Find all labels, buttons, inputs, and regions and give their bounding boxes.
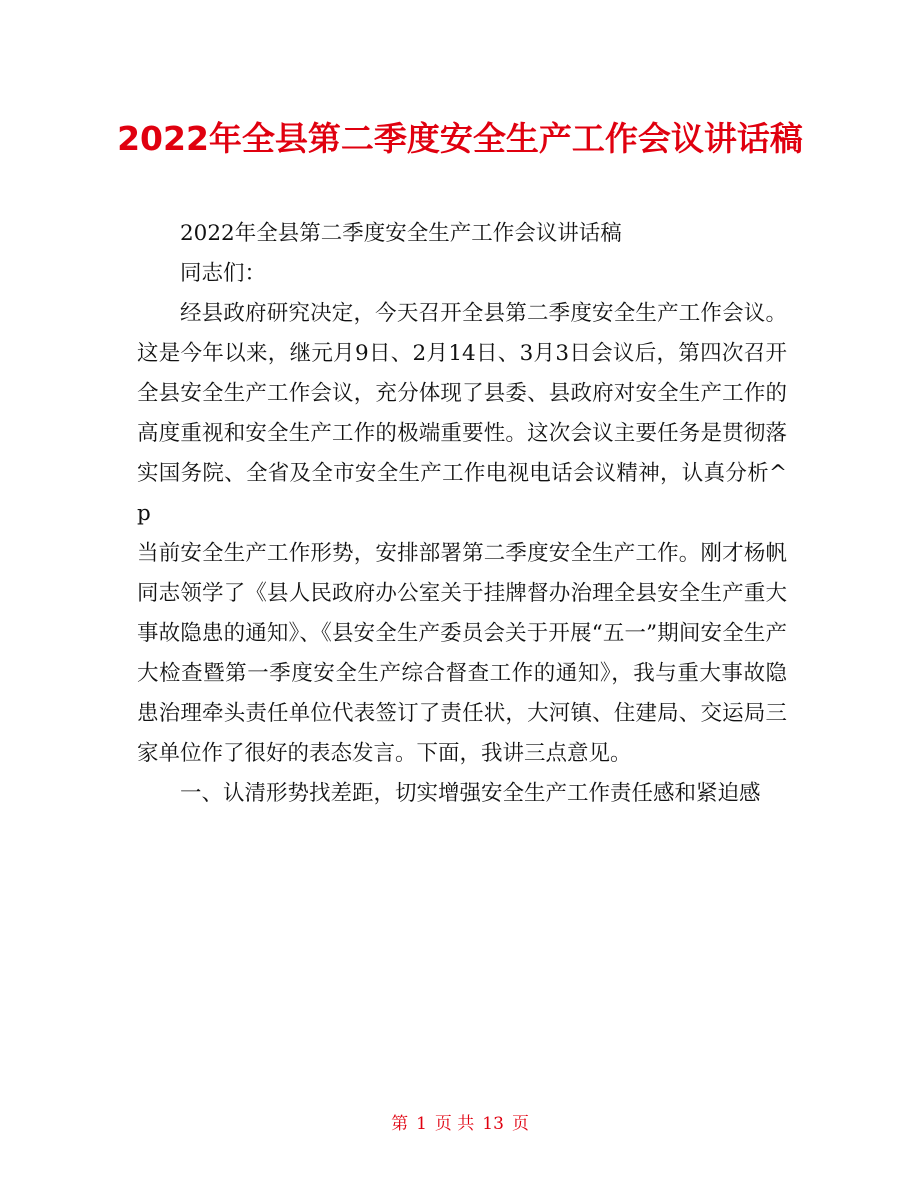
paragraph-continuation: 当前安全生产工作形势，安排部署第二季度安全生产工作。刚才杨帆同志领学了《县人民政府办公室关于挂牌督办治理全县安全生产重大事故隐患的通知》、《县安全生产委员会关于开展“五一”期间安全生产大检查暨第一季度安全生产综合督查工作的通知》，我与重大事故隐患治理牵头责任单位代表签订了责任状，大河镇、住建局、交运局三家单位作了很好的表态发言。下面，我讲三点意见。 [137,541,787,766]
footer-prefix: 第 [391,1114,409,1134]
page-footer [0,1112,920,1136]
footer-suffix: 页 [511,1114,529,1134]
paragraph-section-heading: 一、认清形势找差距，切实增强安全生产工作责任感和紧迫感 [180,781,761,806]
footer-total-pages: 13 [482,1114,504,1134]
footer-middle: 页 共 [434,1114,475,1134]
paragraph-subtitle: 2022年全县第二季度安全生产工作会议讲话稿 [180,221,622,246]
paragraph-salutation: 同志们： [180,261,267,286]
footer-page-number: 1 [416,1114,427,1134]
document-title: 2022年全县第二季度安全生产工作会议讲话稿 [117,119,803,158]
paragraph-intro: 经县政府研究决定，今天召开全县第二季度安全生产工作会议。这是今年以来，继元月9日、2月14日、3月3日会议后，第四次召开全县安全生产工作会议，充分体现了县委、县政府对安全生产工作的高度重视和安全生产工作的极端重要性。这次会议主要任务是贯彻落实国务院、全省及全市安全生产工作电视电话会议精神，认真分析^p [137,301,787,526]
document-body [137,214,787,814]
